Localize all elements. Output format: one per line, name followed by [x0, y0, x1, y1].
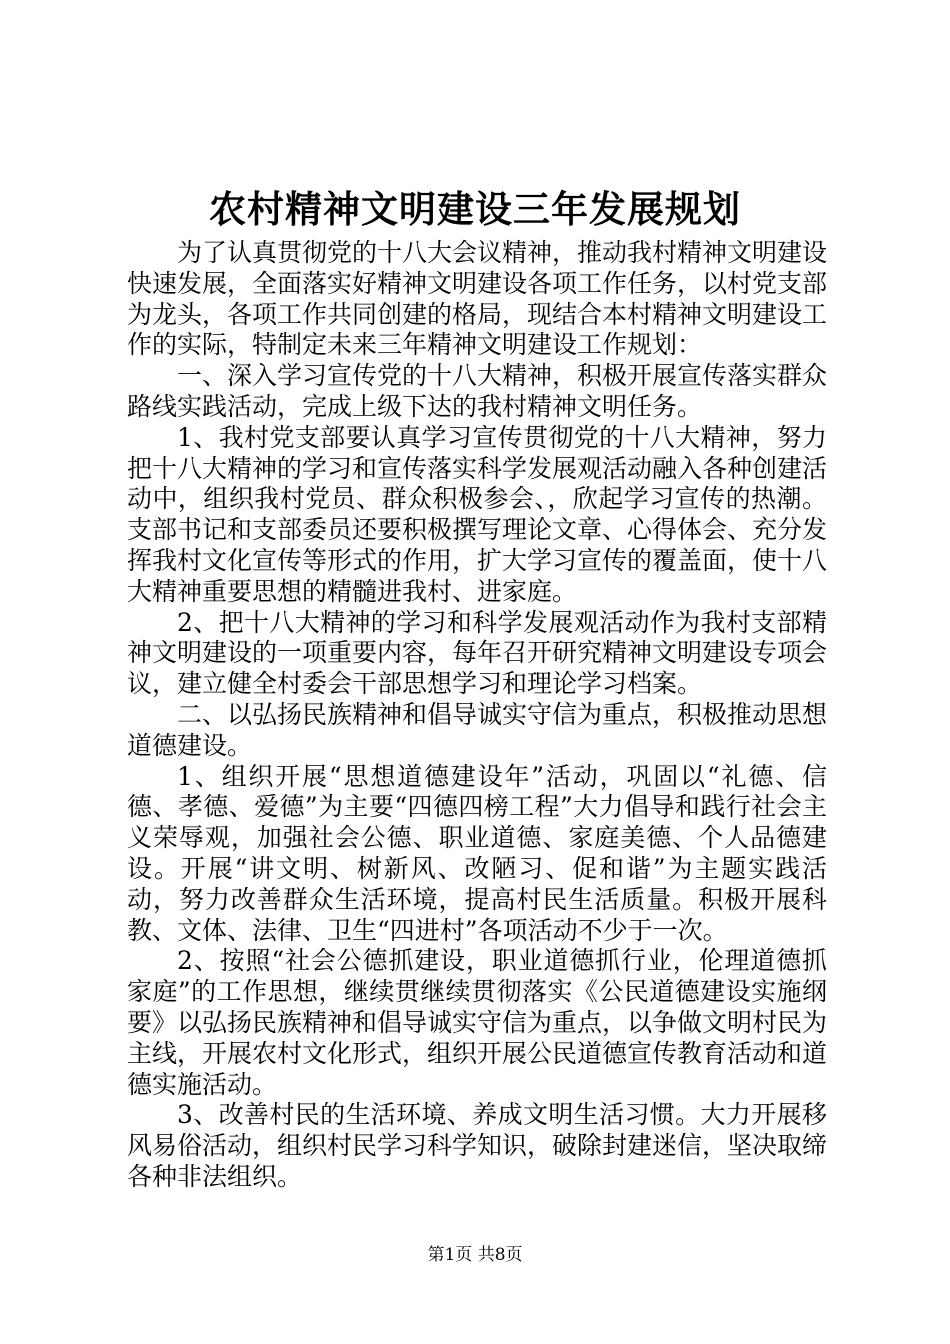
paragraph-section-2-item-3: 3、改善村民的生活环境、养成文明生活习惯。大力开展移风易俗活动，组织村民学习科学知识，破除封建迷信，坚决取缔各种非法组织。 — [127, 1100, 828, 1191]
paragraph-section-1-item-1: 1、我村党支部要认真学习宣传贯彻党的十八大精神，努力把十八大精神的学习和宣传落实科学发展观活动融入各种创建活动中，组织我村党员、群众积极参会、，欣起学习宣传的热潮。支部书记和支部委员还要积极撰写理论文章、心得体会、充分发挥我村文化宣传等形式的作用，扩大学习宣传的覆盖面，使十八大精神重要思想的精髓进我村、进家庭。 — [127, 422, 828, 606]
paragraph-section-2-item-2: 2、按照“社会公德抓建设，职业道德抓行业，伦理道德抓家庭”的工作思想，继续贯继续贯彻落实《公民道德建设实施纲要》以弘扬民族精神和倡导诚实守信为重点，以争做文明村民为主线，开展农村文化形式，组织开展公民道德宣传教育活动和道德实施活动。 — [127, 946, 828, 1099]
document-title: 农村精神文明建设三年发展规划 — [209, 187, 741, 231]
paragraph-section-1-item-2: 2、把十八大精神的学习和科学发展观活动作为我村支部精神文明建设的一项重要内容，每年召开研究精神文明建设专项会议，建立健全村委会干部思想学习和理论学习档案。 — [127, 607, 828, 699]
paragraph-section-2-item-1: 1、组织开展“思想道德建设年”活动，巩固以“礼德、信德、孝德、爱德”为主要“四德四榜工程”大力倡导和践行社会主义荣辱观，加强社会公德、职业道德、家庭美德、个人品德建设。开展“讲文明、树新风、改陋习、促和谐”为主题实践活动，努力改善群众生活环境，提高村民生活质量。积极开展科教、文体、法律、卫生“四进村”各项活动不少于一次。 — [127, 761, 827, 945]
paragraph-section-2-heading: 二、以弘扬民族精神和倡导诚实守信为重点，积极推动思想道德建设。 — [127, 699, 828, 760]
paragraph-intro: 为了认真贯彻党的十八大会议精神，推动我村精神文明建设快速发展，全面落实好精神文明建设各项工作任务，以村党支部为龙头，各项工作共同创建的格局，现结合本村精神文明建设工作的实际，特制定未来三年精神文明建设工作规划： — [127, 238, 828, 360]
page-footer — [0, 1244, 950, 1266]
document-body — [127, 238, 827, 1193]
paragraph-section-1-heading: 一、深入学习宣传党的十八大精神，积极开展宣传落实群众路线实践活动，完成上级下达的我村精神文明任务。 — [127, 361, 828, 421]
page-number-label: 第1页 共8页 — [427, 1245, 523, 1265]
